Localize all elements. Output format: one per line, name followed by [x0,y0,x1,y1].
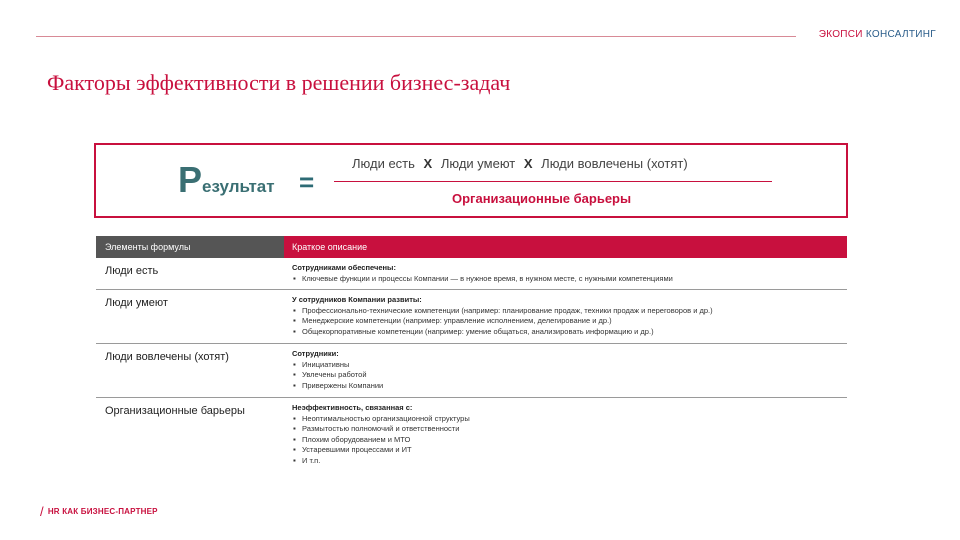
brand-part-2: КОНСАЛТИНГ [865,29,936,40]
row-description-head: Сотрудниками обеспечены: [292,263,396,272]
list-item: ▪ И т.п. [292,456,470,467]
row-description [292,403,470,466]
row-label: Люди вовлечены (хотят) [105,351,229,363]
row-description [292,295,713,337]
list-item: ▪ Привержены Компании [292,381,383,392]
footer-slash: / [40,504,44,519]
table-row [96,290,847,344]
formula-denominator: Организационные барьеры [452,191,632,206]
numerator-operator-1: Х [423,156,433,171]
list-item: ▪ Профессионально-технические компетенции (например: планирование продаж, техники продаж и переговоров и др.) [292,306,713,317]
row-label: Организационные барьеры [105,405,245,417]
fraction-line [334,181,772,182]
table-header [96,236,847,258]
numerator-term-3: Люди вовлечены (хотят) [541,156,688,171]
page-title: Факторы эффективности в решении бизнес-задач [47,70,511,95]
table-header-elements: Элементы формулы [96,236,284,258]
row-description [292,349,383,391]
list-item: ▪ Устаревшими процессами и ИТ [292,445,470,456]
table-row [96,344,847,398]
formula-result [178,159,275,201]
footer-text: HR КАК БИЗНЕС-ПАРТНЕР [47,507,158,516]
list-item: ▪ Неоптимальностью организационной структуры [292,414,470,425]
formula-numerator [352,156,688,171]
formula-equals: = [299,167,315,197]
table-header-description: Краткое описание [284,236,847,258]
row-description-head: У сотрудников Компании развиты: [292,295,422,304]
header-divider [36,36,796,37]
list-item: ▪ Плохим оборудованием и МТО [292,435,470,446]
list-item: ▪ Размытостью полномочий и ответственности [292,424,470,435]
numerator-operator-2: Х [523,156,533,171]
formula-result-rest: езультат [202,177,275,196]
brand-logo [819,29,936,40]
row-description [292,263,673,284]
formula-result-initial: Р [178,159,203,200]
brand-part-1: ЭКОПСИ [818,29,863,40]
row-label: Люди умеют [105,297,168,309]
row-description-head: Сотрудники: [292,349,339,358]
list-item: ▪ Ключевые функции и процессы Компании — в нужное время, в нужном месте, с нужными компетенциями [292,274,673,285]
table-row [96,258,847,290]
row-label: Люди есть [105,265,159,277]
list-item: ▪ Общекорпоративные компетенции (например: умение общаться, анализировать информацию и др.) [292,327,713,338]
list-item: ▪ Менеджерские компетенции (например: управление исполнением, делегирование и др.) [292,316,713,327]
numerator-term-1: Люди есть [352,156,415,171]
row-description-head: Неэффективность, связанная с: [292,403,413,412]
formula-box [94,143,848,218]
table-row [96,398,847,470]
footer-section-label [40,504,158,519]
list-item: ▪ Инициативны [292,360,383,371]
numerator-term-2: Люди умеют [440,156,516,171]
list-item: ▪ Увлечены работой [292,370,383,381]
